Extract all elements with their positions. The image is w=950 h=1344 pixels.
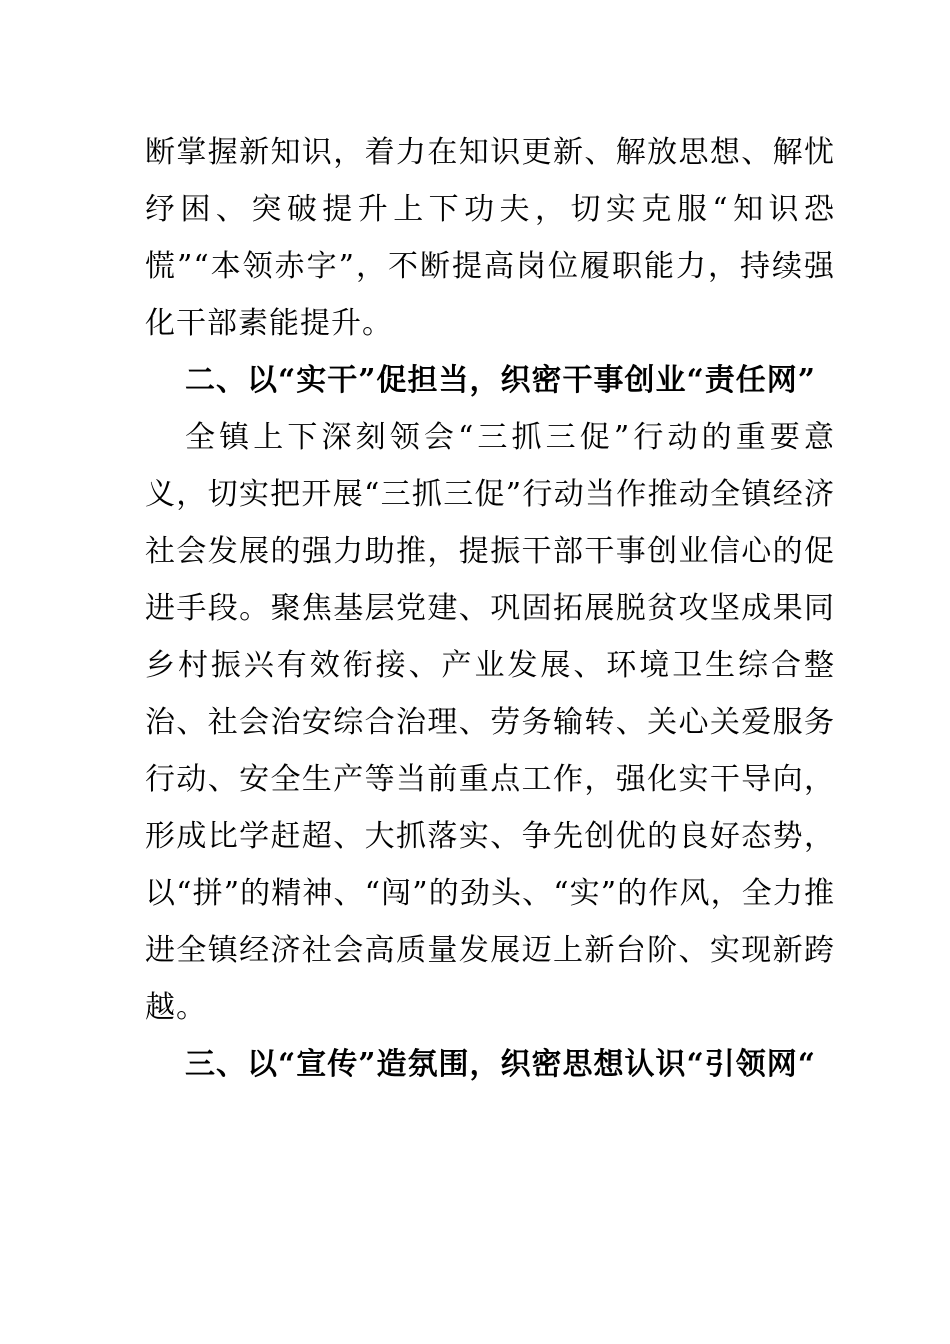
section-heading-3: 三、以“宣传”造氛围，织密思想认识“引领网“ (185, 1047, 817, 1082)
paragraph-continuation: 断掌握新知识，着力在知识更新、解放思想、解忧纾困、突破提升上下功夫，切实克服“知识恐慌”“本领赤字”，不断提高岗位履职能力，持续强化干部素能提升。 (145, 135, 835, 341)
document-page (145, 124, 835, 1093)
paragraph-section-2: 全镇上下深刻领会“三抓三促”行动的重要意义，切实把开展“三抓三促”行动当作推动全镇经济社会发展的强力助推，提振干部干事创业信心的促进手段。聚焦基层党建、巩固拓展脱贫攻坚成果同乡村振兴有效衔接、产业发展、环境卫生综合整治、社会治安综合治理、劳务输转、关心关爱服务行动、安全生产等当前重点工作，强化实干导向，形成比学赶超、大抓落实、争先创优的良好态势，以“拼”的精神、“闯”的劲头、“实”的作风，全力推进全镇经济社会高质量发展迈上新台阶、实现新跨越。 (145, 420, 835, 1025)
section-heading-2: 二、以“实干”促担当，织密干事创业“责任网” (185, 363, 817, 398)
